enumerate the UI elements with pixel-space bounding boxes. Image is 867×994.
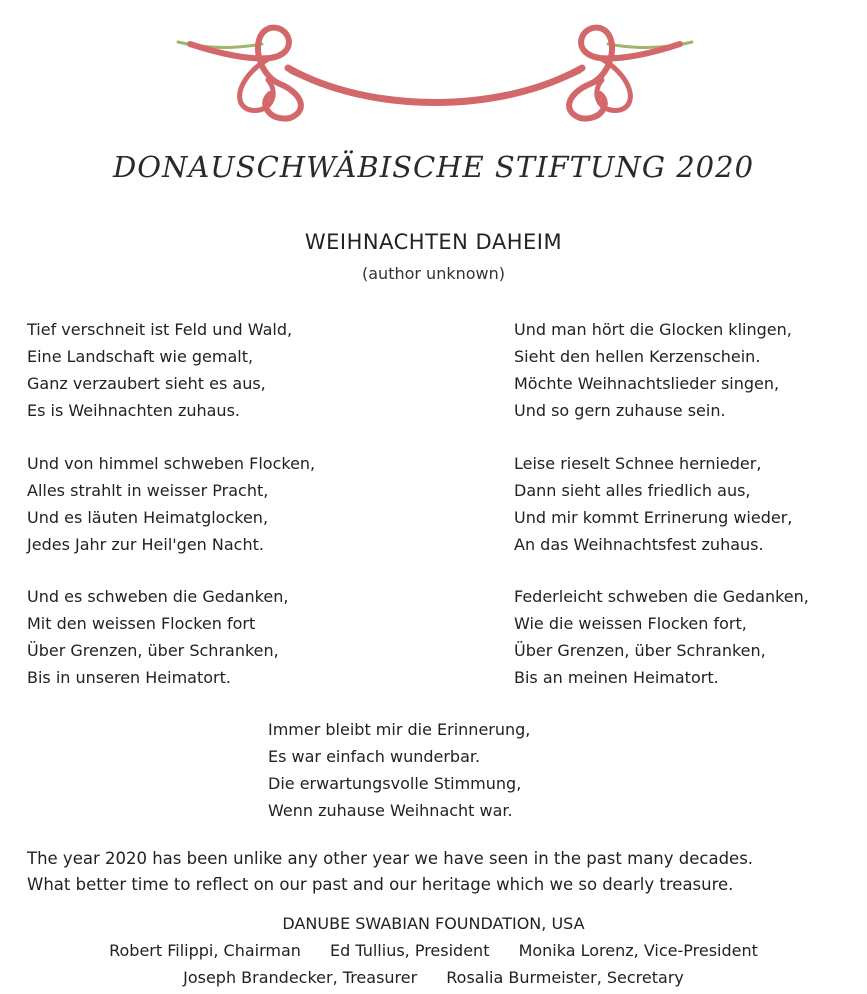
stanza-left-1 [27, 316, 292, 424]
officers-row-1 [0, 937, 867, 964]
stanza-right-1 [514, 316, 792, 424]
poem-line: Es war einfach wunderbar. [268, 747, 481, 766]
poem-line: Wenn zuhause Weihnacht war. [268, 801, 513, 820]
poem-line: Jedes Jahr zur Heil'gen Nacht. [27, 535, 264, 554]
poem-line: Sieht den hellen Kerzenschein. [514, 347, 761, 366]
poem-line: Die erwartungsvolle Stimmung, [268, 774, 522, 793]
poem-line: Möchte Weihnachtslieder singen, [514, 374, 780, 393]
poem-line: Eine Landschaft wie gemalt, [27, 347, 254, 366]
foundation-block [0, 910, 867, 991]
poem-line: Über Grenzen, über Schranken, [514, 641, 766, 660]
closing-line: The year 2020 has been unlike any other year we have seen in the past many decades. [27, 849, 754, 868]
poem-line: Bis an meinen Heimatort. [514, 668, 719, 687]
closing-message [27, 846, 753, 898]
poem-line: An das Weihnachtsfest zuhaus. [514, 535, 764, 554]
officer-treasurer: Joseph Brandecker, Treasurer [183, 968, 418, 987]
poem-line: Und von himmel schweben Flocken, [27, 454, 316, 473]
poem-line: Und es schweben die Gedanken, [27, 587, 289, 606]
stanza-right-3 [514, 583, 809, 691]
poem-line: Alles strahlt in weisser Pracht, [27, 481, 269, 500]
stanza-left-2 [27, 450, 315, 558]
poem-line: Mit den weissen Flocken fort [27, 614, 256, 633]
officer-vice-president: Monika Lorenz, Vice-President [518, 941, 758, 960]
poem-line: Und so gern zuhause sein. [514, 401, 726, 420]
stanza-left-3 [27, 583, 288, 691]
stanza-final [268, 716, 530, 824]
org-title: DONAUSCHWÄBISCHE STIFTUNG 2020 [112, 150, 755, 184]
poem-line: Und es läuten Heimatglocken, [27, 508, 269, 527]
poem-line: Über Grenzen, über Schranken, [27, 641, 279, 660]
officer-president: Ed Tullius, President [330, 941, 490, 960]
closing-line: What better time to reflect on our past and our heritage which we so dearly treasure. [27, 875, 734, 894]
poem-title: WEIHNACHTEN DAHEIM [304, 230, 563, 254]
poem-line: Es is Weihnachten zuhaus. [27, 401, 240, 420]
poem-line: Leise rieselt Schnee hernieder, [514, 454, 762, 473]
foundation-name: DANUBE SWABIAN FOUNDATION, USA [282, 914, 585, 933]
officer-chairman: Robert Filippi, Chairman [109, 941, 301, 960]
officers-row-2 [0, 964, 867, 991]
officer-secretary: Rosalia Burmeister, Secretary [446, 968, 684, 987]
poem-line: Dann sieht alles friedlich aus, [514, 481, 751, 500]
poem-line: Federleicht schweben die Gedanken, [514, 587, 809, 606]
stanza-right-2 [514, 450, 792, 558]
ribbon-garland-icon [170, 14, 700, 124]
poem-line: Wie die weissen Flocken fort, [514, 614, 747, 633]
poem-line: Und mir kommt Errinerung wieder, [514, 508, 793, 527]
poem-line: Ganz verzaubert sieht es aus, [27, 374, 266, 393]
poem-line: Bis in unseren Heimatort. [27, 668, 231, 687]
poem-line: Tief verschneit ist Feld und Wald, [27, 320, 293, 339]
poem-line: Immer bleibt mir die Erinnerung, [268, 720, 531, 739]
poem-author: (author unknown) [362, 264, 505, 283]
poem-line: Und man hört die Glocken klingen, [514, 320, 792, 339]
